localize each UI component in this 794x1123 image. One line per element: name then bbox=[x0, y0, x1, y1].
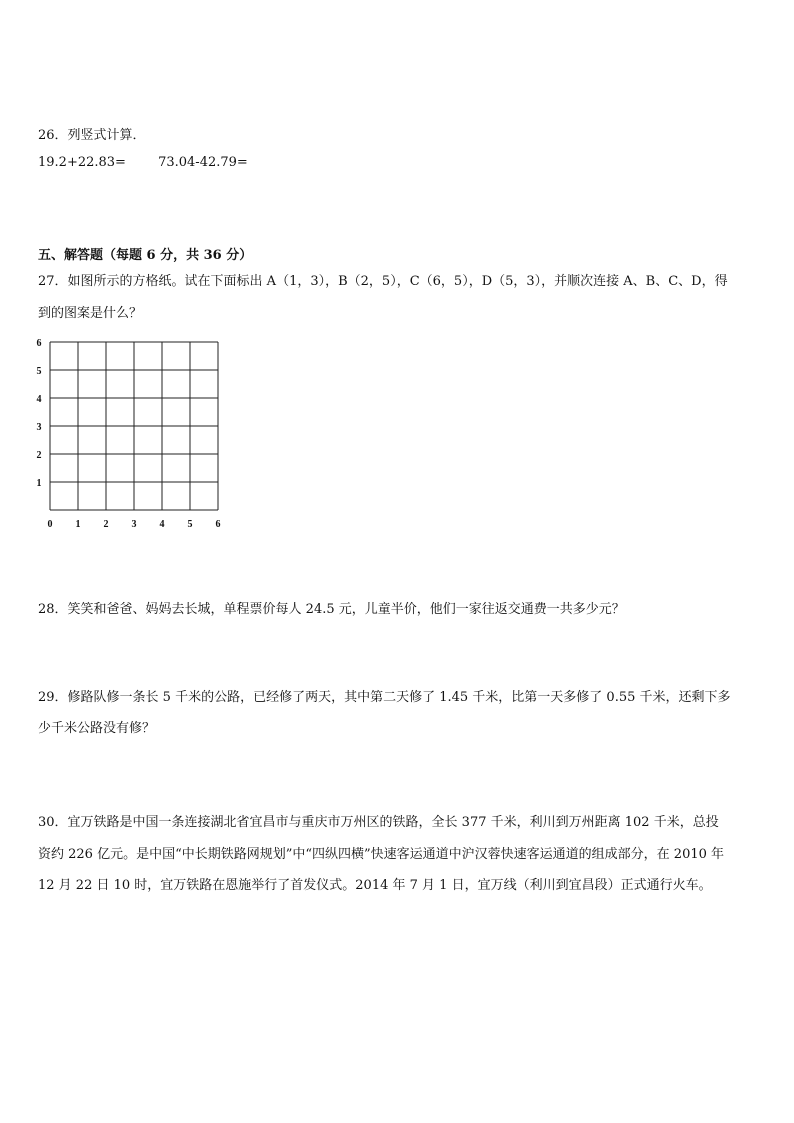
x-tick-label: 1 bbox=[75, 519, 81, 528]
x-tick-label: 2 bbox=[103, 519, 109, 528]
y-tick-label: 2 bbox=[36, 450, 42, 461]
coordinate-grid bbox=[34, 336, 224, 528]
question-26-title: 26．列竖式计算． bbox=[38, 128, 146, 143]
question-27-line-2: 到的图案是什么？ bbox=[38, 306, 143, 321]
calc-expression-2: 73.04-42.79= bbox=[158, 155, 248, 170]
question-26-expressions bbox=[38, 155, 248, 170]
x-tick-label: 6 bbox=[215, 519, 221, 528]
y-tick-label: 6 bbox=[36, 338, 42, 349]
question-29-line-2: 少千米公路没有修？ bbox=[38, 721, 156, 736]
calc-expression-1: 19.2+22.83= bbox=[38, 155, 126, 170]
y-tick-label: 4 bbox=[36, 394, 42, 405]
x-axis-labels bbox=[48, 519, 221, 528]
question-30-line-1: 30．宜万铁路是中国一条连接湖北省宜昌市与重庆市万州区的铁路，全长 377 千米，利川到万州距离 102 千米，总投 bbox=[38, 815, 719, 830]
y-axis-labels bbox=[37, 338, 42, 489]
x-tick-label: 5 bbox=[187, 519, 193, 528]
y-tick-label: 3 bbox=[36, 422, 42, 433]
y-tick-label: 5 bbox=[36, 366, 42, 377]
y-tick-label: 1 bbox=[36, 478, 42, 489]
x-tick-label: 3 bbox=[131, 519, 137, 528]
section-5-heading: 五、解答题（每题 6 分，共 36 分） bbox=[38, 248, 253, 263]
question-29-line-1: 29．修路队修一条长 5 千米的公路，已经修了两天，其中第二天修了 1.45 千米，比第一天多修了 0.55 千米，还剩下多 bbox=[38, 690, 731, 705]
x-tick-label: 4 bbox=[159, 519, 165, 528]
question-27-line-1 bbox=[38, 270, 750, 289]
question-30-line-3: 12 月 22 日 10 时，宜万铁路在恩施举行了首发仪式。2014 年 7 月 1 日，宜万线（利川到宜昌段）正式通行火车。 bbox=[38, 878, 712, 893]
question-30-line-2: 资约 226 亿元。是中国“中长期铁路网规划”中“四纵四横”快速客运通道中沪汉蓉快速客运通道的组成部分，在 2010 年 bbox=[38, 847, 725, 862]
question-27-text-1: 27．如图所示的方格纸。试在下面标出 A（1，3），B（2，5），C（6，5），D（5，3），并顺次连接 A、B、C、D，得 bbox=[38, 274, 728, 289]
question-28-text: 28．笑笑和爸爸、妈妈去长城，单程票价每人 24.5 元，儿童半价，他们一家往返交通费一共多少元？ bbox=[38, 602, 625, 617]
grid-lines bbox=[50, 342, 218, 510]
x-tick-label: 0 bbox=[47, 519, 53, 528]
